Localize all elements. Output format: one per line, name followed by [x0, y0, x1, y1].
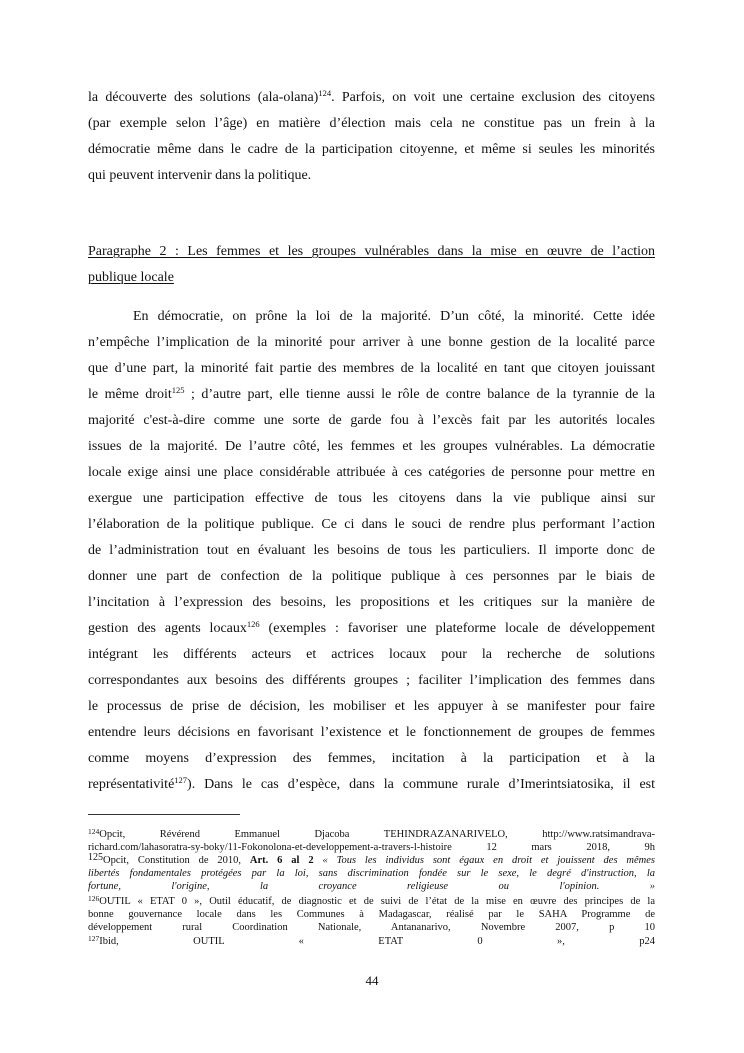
body-line-14: intégrant les différents acteurs et actrices locaux pour la recherche de solutions [88, 647, 655, 662]
body-line-2: n’empêche l’implication de la minorité pour arriver à une bonne gestion de la localité parce [88, 335, 655, 350]
footnote-separator [88, 814, 240, 815]
body-line-7: locale exige ainsi une place considérable attribuée à ces catégories de personne pour mettre en [88, 465, 655, 480]
footnote-125-line-1: 125Opcit, Constitution de 2010, Art. 6 al 2 « Tous les individus sont égaux en droit et jouissent des mêmes [88, 852, 655, 866]
footnote-124-line-1: $^{124}$Opcit, Révérend Emmanuel Djacoba TEHINDRAZANARIVELO, http://www.ratsimandrava- [88, 827, 655, 840]
body-line-12: l’incitation à l’expression des besoins, les propositions et les critiques sur la manière de [88, 595, 655, 610]
footnote-number: 124 [88, 827, 100, 836]
footnote-ref-125[interactable]: 125 [171, 385, 185, 395]
footnote-number: 125 [88, 852, 103, 863]
footnote-124-line-2[interactable]: richard.com/lahasoratra-sy-boky/11-Fokonolona-et-developpement-a-travers-l-histoire 12 mars 2018, 9h [88, 842, 655, 853]
body-line-19: représentativité$^{127}$). Dans le cas d’espèce, dans la commune rurale d’Imerintsiatosika, il est [88, 775, 655, 792]
body-line-5: majorité c'est-à-dire comme une sorte de garde fou à l’excès fait par les autorités locales [88, 413, 655, 428]
page-number: 44 [365, 973, 379, 988]
footnote-125-line-2: libertés fondamentales protégées par la loi, sans discrimination fondée sur le sexe, le degré d'instruction, la [88, 868, 655, 879]
section-heading-line-2: publique locale [88, 270, 174, 285]
body-line-11: donner une part de confection de la politique publique à ces personnes par le biais de [88, 569, 655, 584]
section-heading-line-1: Paragraphe 2 : Les femmes et les groupes vulnérables dans la mise en œuvre de l’action [88, 244, 655, 259]
footnote-126-line-1: $^{126}$OUTIL « ETAT 0 », Outil éducatif, de diagnostic et de suivi de l’état de la mise en œuvre des principes de la [88, 894, 655, 907]
body-line-17: entendre leurs décisions en favorisant l’existence et le fonctionnement de groupes de femmes [88, 725, 655, 740]
footnote-126-line-3: développement rural Coordination Nationale, Antananarivo, Novembre 2007, p 10 [88, 922, 655, 933]
body-line-15: correspondantes aux besoins des différents groupes ; faciliter l’implication des femmes dans [88, 673, 655, 688]
intro-line-4: qui peuvent intervenir dans la politique. [88, 168, 312, 183]
body-line-13: gestion des agents locaux$^{126}$ (exemples : favoriser une plateforme locale de développement [88, 619, 656, 636]
body-line-8: exergue une participation effective de tous les citoyens dans la vie publique ainsi sur [88, 491, 655, 506]
footnote-ref-127[interactable]: 127 [174, 775, 188, 785]
body-line-3: que d’une part, la minorité fait partie des membres de la localité en tant que citoyen jouissant [88, 361, 655, 376]
footnote-ref-124[interactable]: 124 [318, 88, 332, 98]
body-line-6: issues de la majorité. De l’autre côté, les femmes et les groupes vulnérables. La démocratie [88, 439, 655, 454]
body-line-16: le processus de prise de décision, les mobiliser et les appuyer à se manifester pour faire [88, 699, 655, 714]
footnote-ref-126[interactable]: 126 [246, 619, 260, 629]
footnote-127: $^{127}$Ibid, OUTIL « ETAT 0 », p24 [88, 934, 655, 947]
footnote-125-line-3: fortune, l'origine, la croyance religieuse ou l'opinion. » [88, 881, 655, 892]
intro-line-3: démocratie même dans le cadre de la participation citoyenne, et même si seules les minorités [88, 142, 655, 157]
body-line-4: le même droit$^{125}$ ; d’autre part, elle tienne aussi le rôle de contre balance de la tyrannie de la [88, 385, 655, 402]
intro-line-2: (par exemple selon l’âge) en matière d’élection mais cela ne constitue pas un frein à la [88, 116, 655, 131]
footnote-number: 126 [88, 894, 100, 903]
footnote-number: 127 [88, 934, 100, 943]
intro-line-1: la découverte des solutions (ala-olana)$^{124}$. Parfois, on voit une certaine exclusion des citoyens [88, 88, 655, 105]
body-line-9: l’élaboration de la politique publique. Ce ci dans le souci de rendre plus performant l’action [88, 517, 655, 532]
body-line-10: de l’administration tout en évaluant les besoins de tous les particuliers. Il importe donc de [88, 543, 655, 558]
body-line-1: En démocratie, on prône la loi de la majorité. D’un côté, la minorité. Cette idée [133, 309, 655, 324]
footnote-126-line-2: bonne gouvernance locale dans les Communes à Madagascar, réalisé par le SAHA Programme de [88, 909, 655, 920]
body-line-18: comme moyens d’expression des femmes, incitation à la participation et à la [88, 751, 655, 766]
